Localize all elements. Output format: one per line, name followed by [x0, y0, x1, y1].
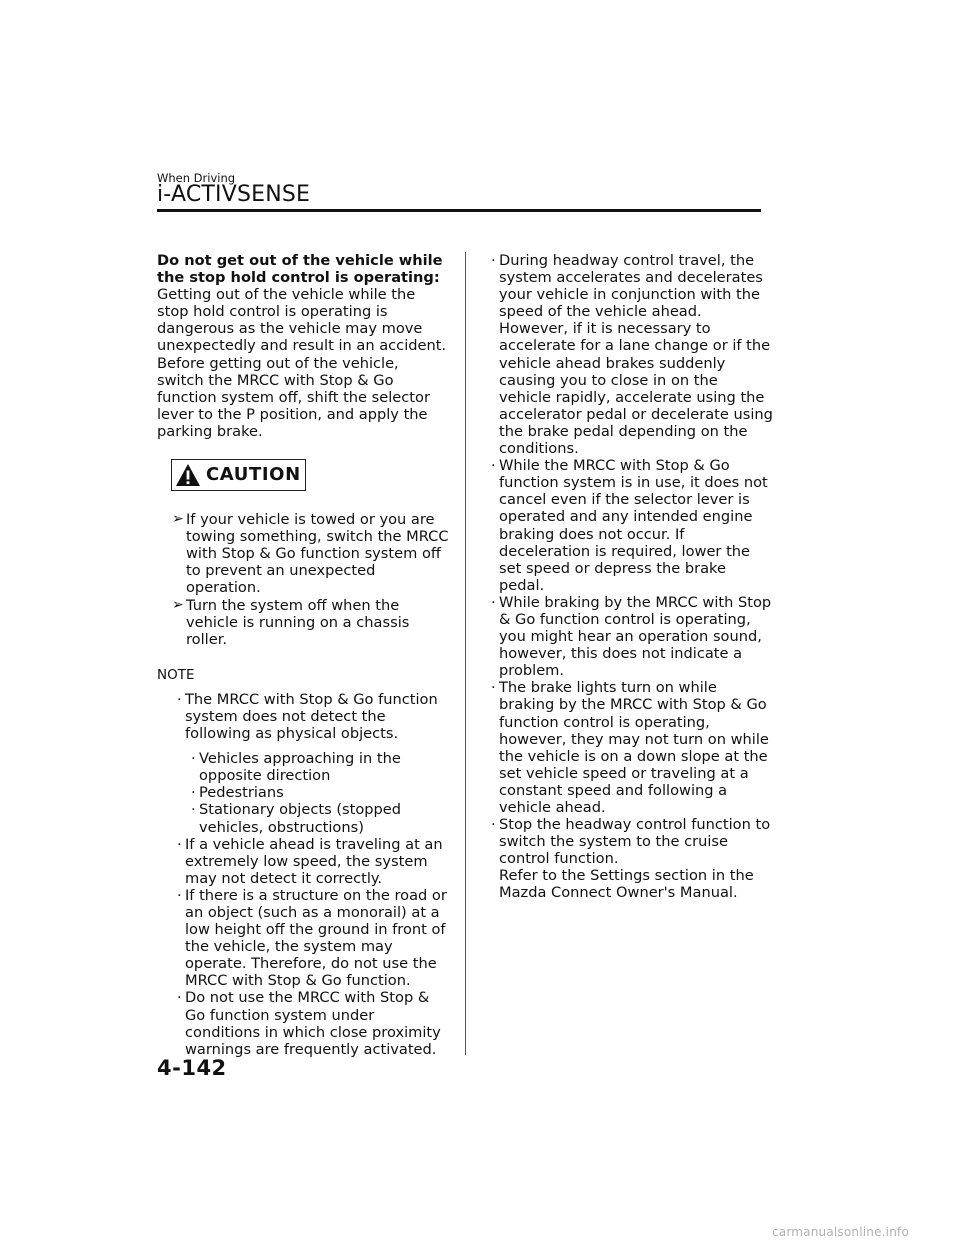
- note-item: [489, 594, 774, 679]
- note-sub-item-text: Stationary objects (stopped vehicles, obstructions): [199, 801, 402, 836]
- caution-label: CAUTION: [206, 464, 301, 486]
- arrow-bullet-icon: ➢: [172, 596, 184, 613]
- note-sub-item-text: Pedestrians: [199, 784, 284, 802]
- note-item-text: Stop the headway control function to switch the system to the cruise control function.: [499, 816, 771, 868]
- note-item: [489, 457, 774, 594]
- warning-triangle-icon: [175, 462, 201, 488]
- arrow-bullet-icon: ➢: [172, 511, 184, 528]
- note-item: [489, 252, 774, 457]
- note-item-text: During headway control travel, the system accelerates and decelerates your vehicle in conjunction with the speed of the vehicle ahead. However, if it is necessary to accelerate for a lane change or if the vehicle ahead brakes suddenly causing you to close in on the vehicle rapidly, accelerate using the accelerator pedal or decelerate using the brake pedal depending on the conditions.: [499, 252, 773, 458]
- note-item-text: If a vehicle ahead is traveling at an extremely low speed, the system may not detect it correctly.: [185, 835, 443, 887]
- caution-item: [157, 511, 449, 596]
- warning-body: Getting out of the vehicle while the stop hold control is operating is dangerous as the vehicle may move unexpectedly and result in an accident. Before getting out of the vehicle, switch the MRCC with Stop & Go function system off, shift the selector lever to the P position, and apply the parking brake.: [157, 286, 447, 440]
- warning-paragraph: [157, 252, 449, 440]
- caution-item-text: Turn the system off when the vehicle is running on a chassis roller.: [186, 596, 410, 648]
- header-rule: [157, 209, 761, 212]
- bullet-dot-icon: ·: [491, 252, 496, 269]
- bullet-dot-icon: ·: [491, 816, 496, 834]
- note-item-text: The MRCC with Stop & Go function system does not detect the following as physical objects.: [185, 690, 438, 743]
- bullet-dot-icon: ·: [491, 679, 496, 697]
- bullet-dot-icon: ·: [191, 750, 196, 768]
- caution-item: [157, 597, 449, 648]
- bullet-dot-icon: ·: [177, 886, 182, 904]
- note-item: [489, 816, 774, 901]
- note-label: NOTE: [157, 666, 195, 683]
- note-item: [157, 836, 449, 887]
- note-item-text: While the MRCC with Stop & Go function system is in use, it does not cancel even if the selector lever is operated and any intended engine braking does not occur. If deceleration is required, lower the set speed or depress the brake pedal.: [499, 457, 768, 594]
- note-item: [157, 989, 449, 1057]
- bullet-dot-icon: ·: [491, 457, 496, 475]
- note-item-text: The brake lights turn on while braking by the MRCC with Stop & Go function control is operating, however, they may not turn on while the vehicle is on a down slope at the set vehicle speed or traveling at a constant speed and following a vehicle ahead.: [499, 679, 769, 816]
- page-number: 4-142: [157, 1056, 227, 1080]
- note-item: [489, 679, 774, 816]
- right-column: [489, 252, 774, 902]
- bullet-dot-icon: ·: [177, 989, 182, 1007]
- note-item-text: Do not use the MRCC with Stop & Go function system under conditions in which close proximity warnings are frequently activated.: [185, 989, 441, 1058]
- note-item-text: If there is a structure on the road or an object (such as a monorail) at a low height off the ground in front of the vehicle, the system may operate. Therefore, do not use the MRCC with Stop & Go function.: [185, 886, 447, 990]
- left-column: [157, 252, 449, 1058]
- note-item: [157, 887, 449, 990]
- note-sub-item-text: Vehicles approaching in the opposite direction: [199, 750, 401, 785]
- header-section-label: When Driving: [157, 171, 236, 185]
- header-title: i-ACTIVSENSE: [157, 182, 311, 207]
- footer-watermark: carmanualsonline.info: [772, 1225, 909, 1239]
- note-item-text: While braking by the MRCC with Stop & Go function control is operating, you might hear an operation sound, however, this does not indicate a problem.: [499, 593, 772, 680]
- note-item: [157, 691, 449, 742]
- bullet-dot-icon: ·: [191, 784, 196, 802]
- bullet-dot-icon: ·: [491, 593, 496, 611]
- note-sub-item: [157, 801, 449, 835]
- caution-box: [171, 459, 306, 491]
- column-divider: [465, 252, 466, 1055]
- warning-lead: Do not get out of the vehicle while the stop hold control is operating:: [157, 252, 443, 287]
- caution-item-text: If your vehicle is towed or you are towing something, switch the MRCC with Stop & Go function system off to prevent an unexpected operation.: [186, 511, 449, 597]
- note-sub-item: [157, 784, 449, 801]
- bullet-dot-icon: ·: [177, 690, 182, 708]
- bullet-dot-icon: ·: [191, 801, 196, 819]
- note-item-text: Refer to the Settings section in the Mazda Connect Owner's Manual.: [499, 867, 754, 902]
- bullet-dot-icon: ·: [177, 835, 182, 853]
- note-sub-item: [157, 750, 449, 784]
